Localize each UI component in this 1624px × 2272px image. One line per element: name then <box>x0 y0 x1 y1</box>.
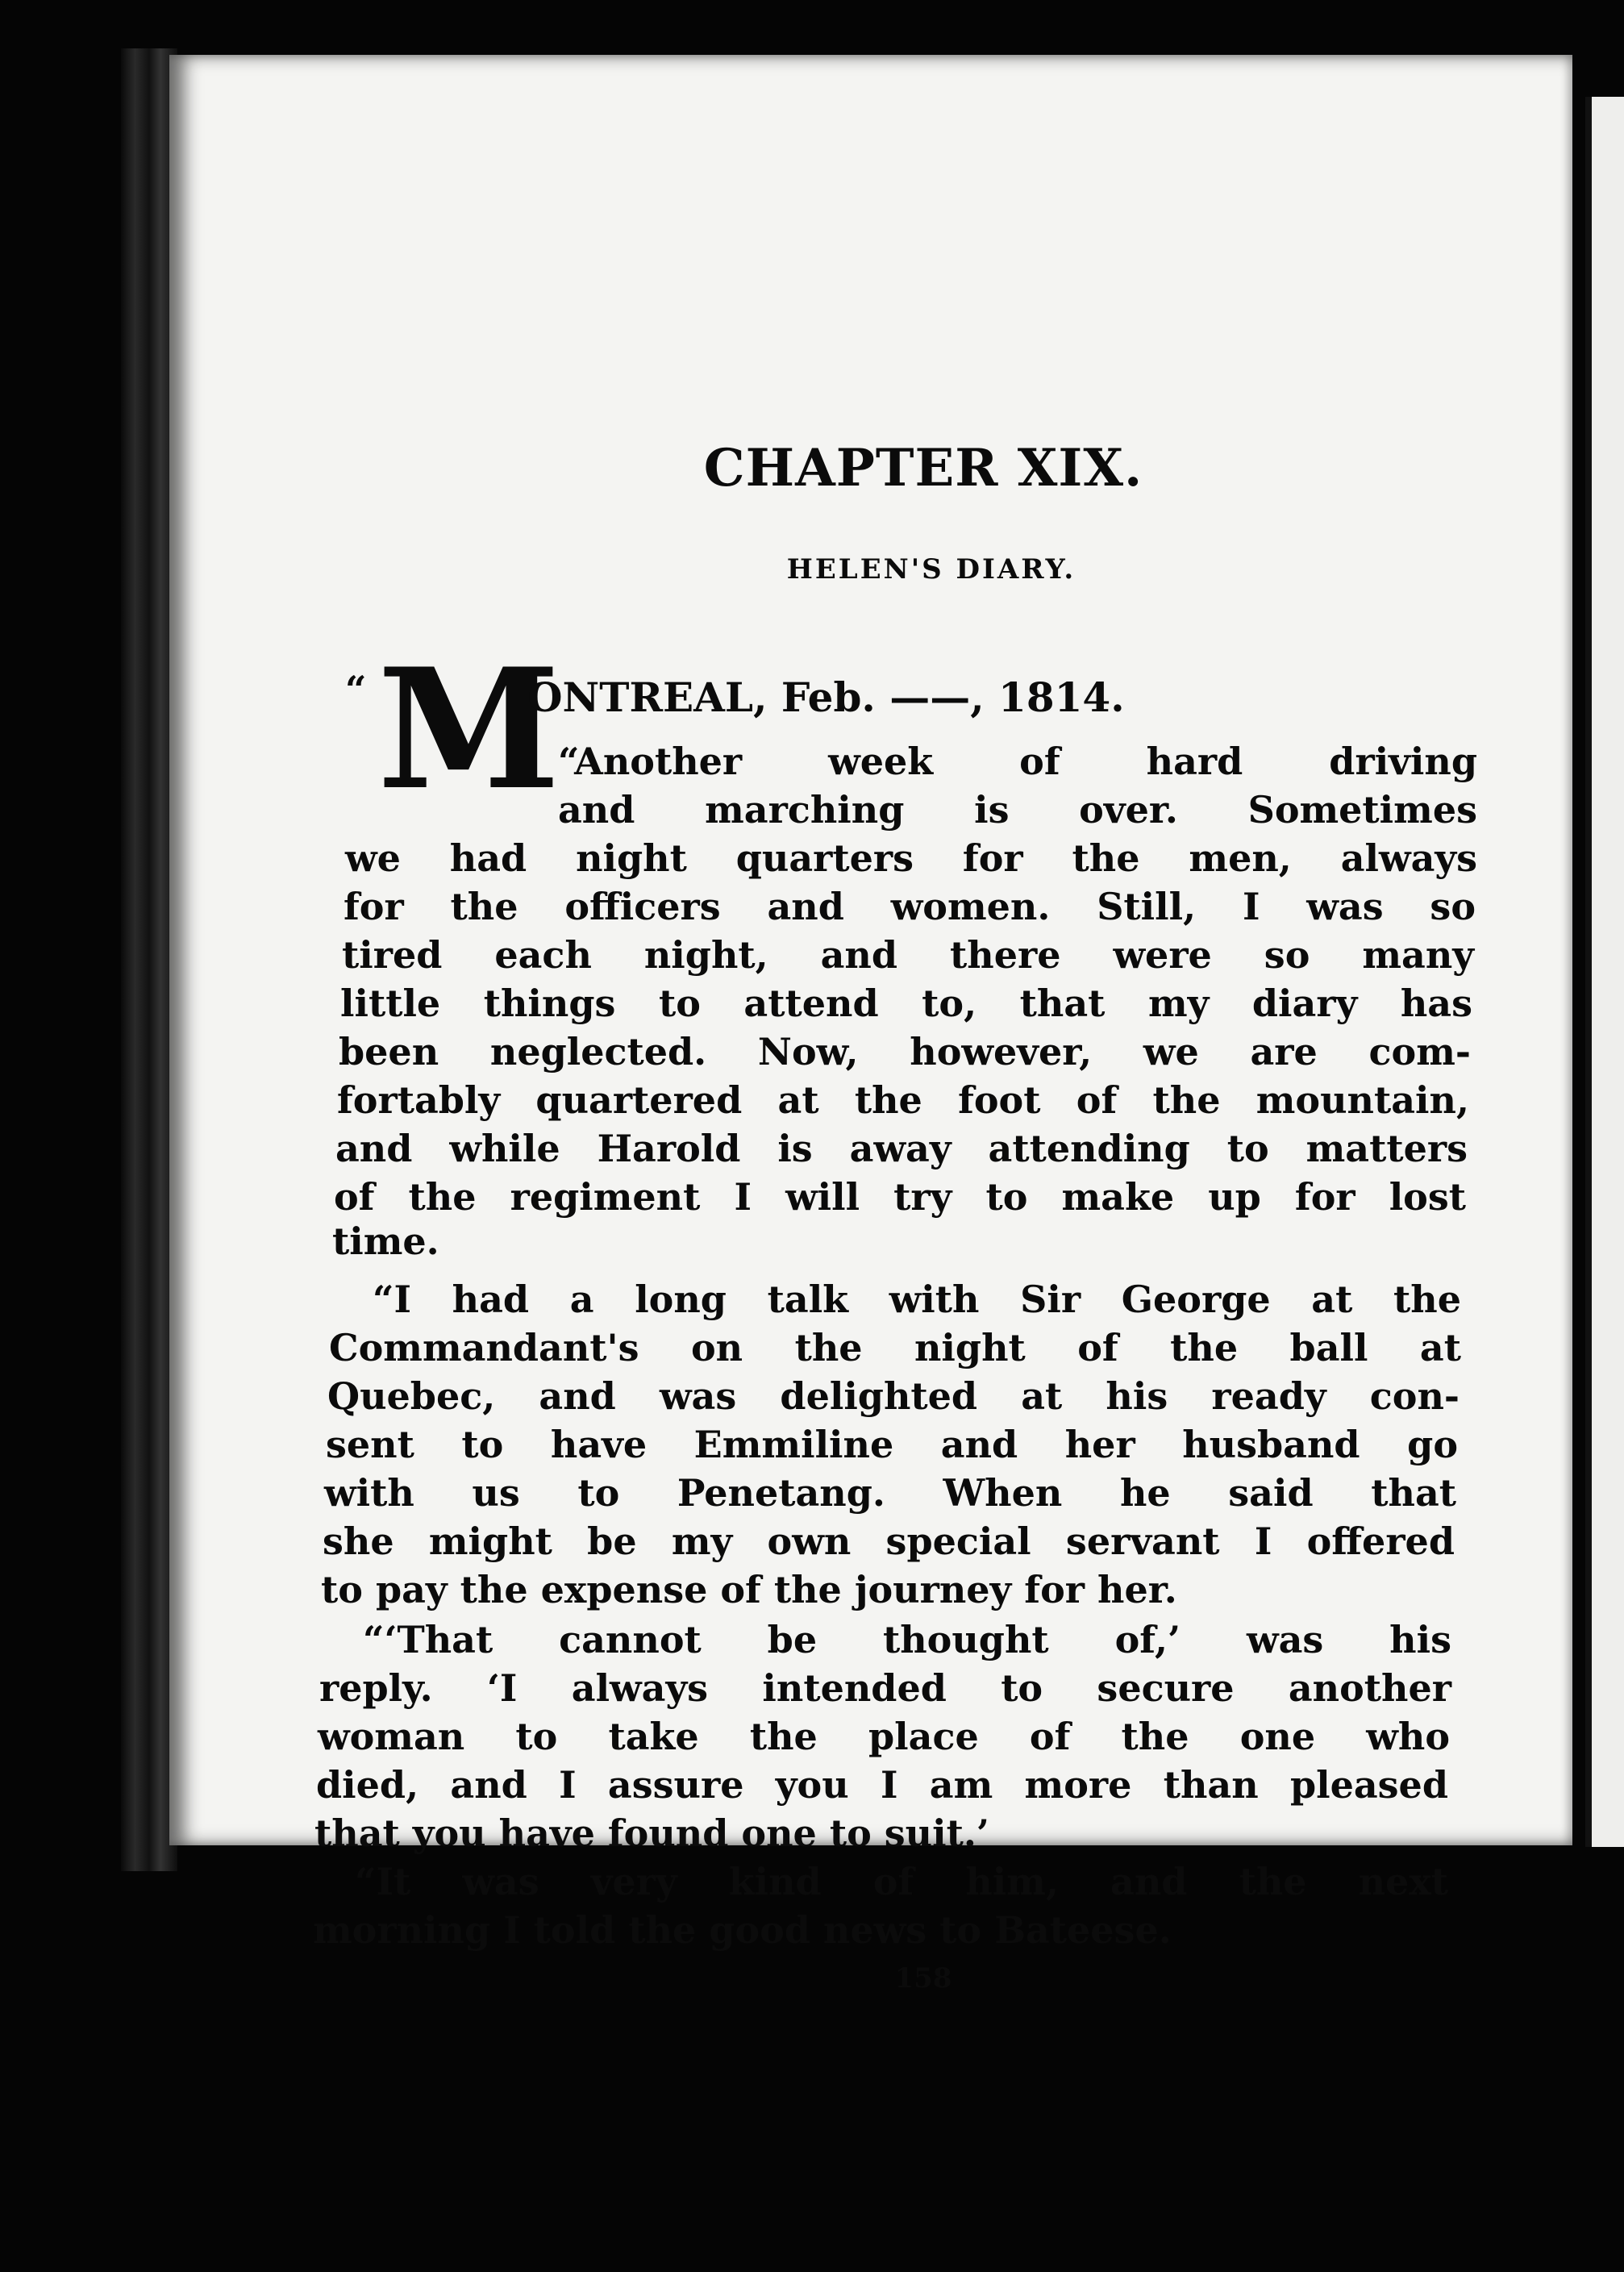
text-line: she might be my own special servant I offered <box>323 1520 1455 1563</box>
text-line: little things to attend to, that my diary has <box>340 982 1472 1025</box>
facing-page-edge <box>1585 97 1624 1847</box>
text-line: ONTREAL, Feb. ——, 1814. <box>527 673 1125 721</box>
text-line: “I had a long talk with Sir George at the <box>373 1278 1461 1321</box>
text-line: sent to have Emmiline and her husband go <box>326 1423 1458 1466</box>
text-line: died, and I assure you I am more than pleased <box>316 1763 1448 1807</box>
text-line: “It was very kind of him, and the next <box>355 1860 1448 1903</box>
text-line: Commandant's on the night of the ball at <box>329 1326 1461 1369</box>
opening-quote-mark: “ <box>345 668 367 711</box>
text-line: and while Harold is away attending to matters <box>335 1127 1468 1170</box>
drop-cap-letter: M <box>377 633 560 827</box>
chapter-subtitle: HELEN'S DIARY. <box>786 553 1076 586</box>
chapter-title: CHAPTER XIX. <box>703 438 1143 498</box>
text-line: morning I told the good news to Bateese. <box>313 1908 1172 1952</box>
text-line: with us to Penetang. When he said that <box>324 1471 1456 1515</box>
text-line: time. <box>332 1219 439 1263</box>
text-line: to pay the expense of the journey for her. <box>321 1568 1177 1611</box>
text-line: reply. ‘I always intended to secure another <box>319 1666 1451 1710</box>
text-line: that you have found one to suit.’ <box>314 1811 989 1855</box>
text-line: tired each night, and there were so many <box>342 933 1474 977</box>
text-line: fortably quartered at the foot of the mountain, <box>337 1078 1469 1122</box>
text-line: “Another week of hard driving <box>558 740 1477 783</box>
text-line: been neglected. Now, however, we are com- <box>339 1030 1471 1073</box>
text-line: we had night quarters for the men, always <box>345 836 1477 880</box>
text-line: for the officers and women. Still, I was so <box>344 885 1476 928</box>
text-line: and marching is over. Sometimes <box>558 788 1477 832</box>
text-line: of the regiment I will try to make up for lost <box>334 1175 1466 1219</box>
book-page <box>169 55 1572 1995</box>
text-line: Quebec, and was delighted at his ready con- <box>327 1374 1460 1418</box>
page-number: 158 <box>894 1962 952 1995</box>
text-line: woman to take the place of the one who <box>318 1715 1450 1758</box>
text-line: “‘That cannot be thought of,’ was his <box>363 1618 1451 1661</box>
